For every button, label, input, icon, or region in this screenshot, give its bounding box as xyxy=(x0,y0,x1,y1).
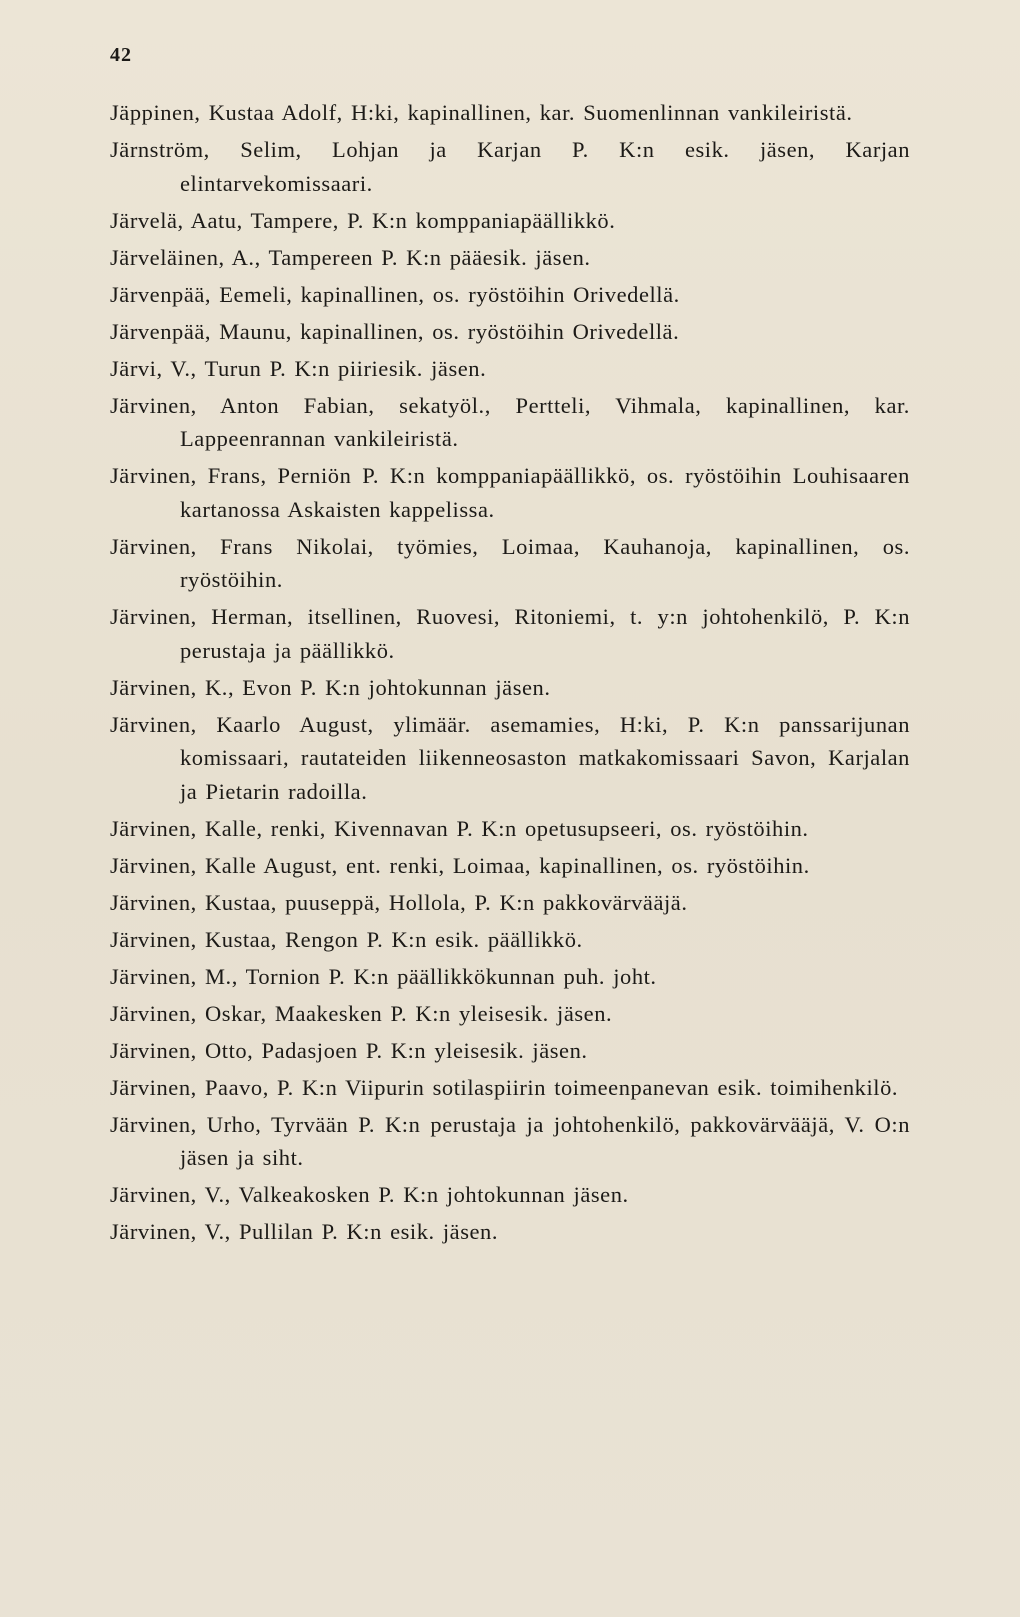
list-item: Järvinen, Frans, Perniön P. K:n komppaniapäällikkö, os. ryöstöihin Louhisaaren kartanossa Askaisten kappelissa. xyxy=(110,463,910,522)
list-item: Järvinen, Urho, Tyrvään P. K:n perustaja ja johtohenkilö, pakkovärvääjä, V. O:n jäsen ja siht. xyxy=(110,1111,910,1170)
list-item: Järvinen, Kalle, renki, Kivennavan P. K:n opetusupseeri, os. ryöstöihin. xyxy=(110,815,809,841)
list-item: Järvinen, Paavo, P. K:n Viipurin sotilaspiirin toimeenpanevan esik. toimihenkilö. xyxy=(110,1074,899,1100)
list-item: Järvinen, Kustaa, puuseppä, Hollola, P. K:n pakkovärvääjä. xyxy=(110,889,688,915)
list-item: Järvinen, M., Tornion P. K:n päällikkökunnan puh. joht. xyxy=(110,963,657,989)
list-item: Järvinen, Oskar, Maakesken P. K:n yleisesik. jäsen. xyxy=(110,1000,613,1026)
list-item: Järvinen, V., Valkeakosken P. K:n johtokunnan jäsen. xyxy=(110,1182,629,1207)
list-item: Järvinen, K., Evon P. K:n johtokunnan jäsen. xyxy=(110,674,551,700)
list-item: Järvenpää, Eemeli, kapinallinen, os. ryöstöihin Orivedellä. xyxy=(110,281,680,307)
list-item: Järvinen, Kaarlo August, ylimäär. asemamies, H:ki, P. K:n panssarijunan komissaari, rautateiden liikenneosaston matkakomissaari Savon, Karjalan ja Pietarin radoilla. xyxy=(110,711,910,804)
list-item: Järvinen, Herman, itsellinen, Ruovesi, Ritoniemi, t. y:n johtohenkilö, P. K:n perustaja ja päällikkö. xyxy=(110,604,910,663)
list-item: Järvinen, Frans Nikolai, työmies, Loimaa, Kauhanoja, kapinallinen, os. ryöstöihin. xyxy=(110,533,910,592)
list-item: Järvinen, Otto, Padasjoen P. K:n yleisesik. jäsen. xyxy=(110,1037,588,1063)
list-item: Järvinen, Kalle August, ent. renki, Loimaa, kapinallinen, os. ryöstöihin. xyxy=(110,852,810,878)
list-item: Järvelä, Aatu, Tampere, P. K:n komppaniapäällikkö. xyxy=(110,207,616,233)
list-item: Järvenpää, Maunu, kapinallinen, os. ryöstöihin Orivedellä. xyxy=(110,318,680,344)
list-item: Järvi, V., Turun P. K:n piiriesik. jäsen. xyxy=(110,355,487,381)
page-number: 42 xyxy=(110,44,132,66)
list-item: Jäppinen, Kustaa Adolf, H:ki, kapinallinen, kar. Suomenlinnan vankileiristä. xyxy=(110,100,853,125)
list-item: Järnström, Selim, Lohjan ja Karjan P. K:n esik. jäsen, Karjan elintarvekomissaari. xyxy=(110,137,910,196)
list-item: Järvinen, Kustaa, Rengon P. K:n esik. päällikkö. xyxy=(110,926,583,952)
list-item: Järveläinen, A., Tampereen P. K:n pääesik. jäsen. xyxy=(110,244,591,270)
list-item: Järvinen, Anton Fabian, sekatyöl., Pertteli, Vihmala, kapinallinen, kar. Lappeenrannan vankileiristä. xyxy=(110,392,910,451)
entry-list xyxy=(110,96,910,1252)
list-item: Järvinen, V., Pullilan P. K:n esik. jäsen. xyxy=(110,1219,499,1244)
